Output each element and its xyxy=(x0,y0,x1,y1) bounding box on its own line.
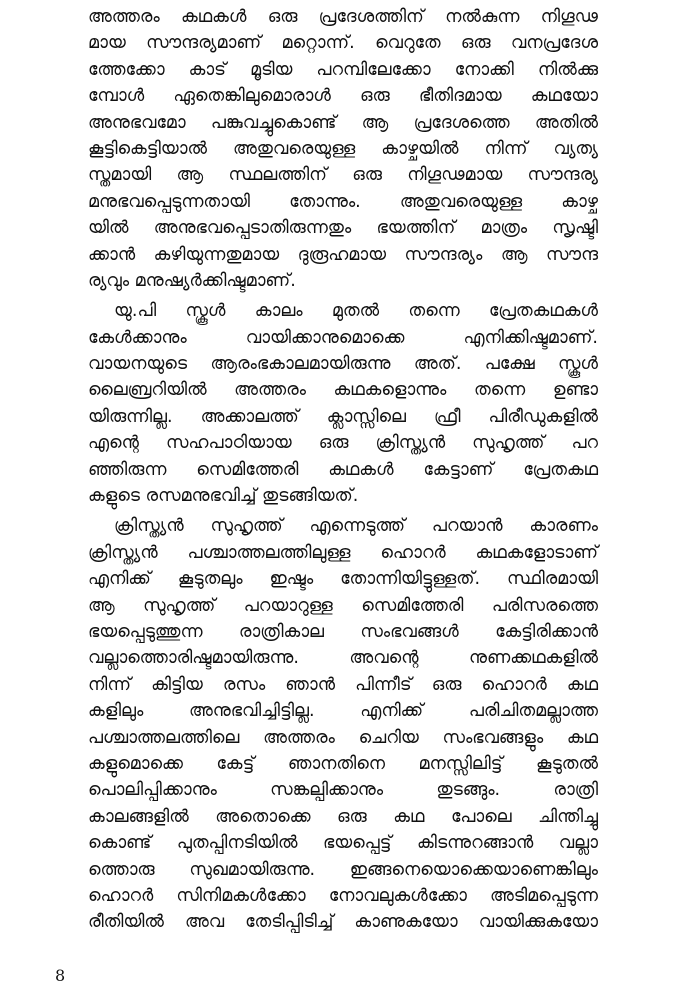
text-line: കളുടെ രസമനുഭവിച്ച് തുടങ്ങിയത്. xyxy=(88,486,359,507)
text-line: കൂട്ടികെട്ടിയാൽ അതുവരെയുള്ള കാഴ്ചയിൽ നിന്ന് വ്യത്യ xyxy=(88,138,598,159)
text-line: സ്തമായി ആ സ്ഥലത്തിന് ഒരു നിഗൂഢമായ സൗന്ദര്യ xyxy=(88,165,598,186)
text-line: മനുഭവപ്പെടുന്നതായി തോന്നും. അതുവരെയുള്ള കാഴ്ച xyxy=(88,191,598,212)
text-line: കേൾക്കാനും വായിക്കാനുമൊക്കെ എനിക്കിഷ്ടമാണ്. xyxy=(88,327,598,348)
text-line: ഭയപ്പെടുത്തുന്ന രാത്രികാല സംഭവങ്ങൾ കേട്ടിരിക്കാൻ xyxy=(88,621,598,642)
text-line: ര്യവും മനുഷ്യർക്കിഷ്ടമാണ്. xyxy=(88,270,296,291)
text-line: അനുഭവമോ പങ്കുവച്ചുകൊണ്ട് ആ പ്രദേശത്തെ അതിൽ xyxy=(88,112,598,133)
text-line: മ്പോൾ ഏതെങ്കിലുമൊരാൾ ഒരു ഭീതിദമായ കഥയോ xyxy=(88,86,598,107)
text-line: യിൽ അനുഭവപ്പെടാതിരുന്നതും ഭയത്തിന് മാത്രം സൃഷ്ടി xyxy=(88,218,598,239)
text-line: പൊലിപ്പിക്കാനും സങ്കല്പിക്കാനും തുടങ്ങും. രാത്രി xyxy=(88,780,598,801)
paragraph-3 xyxy=(88,513,598,935)
text-line: എനിക്ക് കൂടുതലും ഇഷ്ടം തോന്നിയിട്ടുള്ളത്. സ്ഥിരമായി xyxy=(88,569,598,590)
text-line: ക്കാൻ കഴിയുന്നതുമായ ദുരൂഹമായ സൗന്ദര്യം ആ സൗന്ദ xyxy=(88,244,598,265)
text-line: അത്തരം കഥകൾ ഒരു പ്രദേശത്തിന് നൽകുന്ന നിഗൂഢ xyxy=(88,7,598,27)
text-line: ആ സുഹൃത്ത് പറയാറുള്ള സെമിത്തേരി പരിസരത്തെ xyxy=(88,595,598,616)
text-line: ഞ്ഞിരുന്ന സെമിത്തേരി കഥകൾ കേട്ടാണ് പ്രേതകഥ xyxy=(88,459,598,480)
text-line: ലൈബ്രറിയിൽ അത്തരം കഥകളൊന്നും തന്നെ ഉണ്ടാ xyxy=(88,380,598,401)
text-line: വല്ലാത്തൊരിഷ്ടമായിരുന്നു. അവന്റെ നുണക്കഥകളിൽ xyxy=(88,648,598,669)
paragraph-1 xyxy=(88,4,598,294)
text-line: വായനയുടെ ആരംഭകാലമായിരുന്നു അത്. പക്ഷേ സ്കൂൾ xyxy=(88,354,598,375)
text-line: കളിലും അനുഭവിച്ചിട്ടില്ല. എനിക്ക് പരിചിതമല്ലാത്ത xyxy=(88,701,598,722)
text-line: ഹൊറർ സിനിമകൾക്കോ നോവലുകൾക്കോ അടിമപ്പെടുന്ന xyxy=(88,885,598,906)
text-line: കൊണ്ട് പുതപ്പിനടിയിൽ ഭയപ്പെട്ട് കിടന്നുറങ്ങാൻ വല്ലാ xyxy=(88,833,598,854)
page-number: 8 xyxy=(55,966,66,985)
text-line: യിരുന്നില്ല. അക്കാലത്ത് ക്ലാസ്സിലെ ഫ്രീ പിരീഡുകളിൽ xyxy=(88,406,598,427)
text-line: ക്രിസ്ത്യൻ പശ്ചാത്തലത്തിലുള്ള ഹൊറർ കഥകളോടാണ് xyxy=(88,542,598,563)
text-line: രീതിയിൽ അവ തേടിപ്പിടിച്ച് കാണുകയോ വായിക്കുകയോ xyxy=(88,912,598,933)
body-text xyxy=(88,4,598,940)
text-line: കാലങ്ങളിൽ അതൊക്കെ ഒരു കഥ പോലെ ചിന്തിച്ചു xyxy=(88,806,598,827)
text-line: ക്രിസ്ത്യൻ സുഹൃത്ത് എന്നെടുത്ത് പറയാൻ കാരണം xyxy=(114,516,598,537)
text-line: മായ സൗന്ദര്യമാണ് മറ്റൊന്ന്. വെറുതേ ഒരു വനപ്രദേശ xyxy=(88,33,598,54)
text-line: എന്റെ സഹപാഠിയായ ഒരു ക്രിസ്ത്യൻ സുഹൃത്ത് പറ xyxy=(88,433,598,454)
text-line: യു.പി സ്കൂൾ കാലം മുതൽ തന്നെ പ്രേതകഥകൾ xyxy=(114,301,598,322)
text-line: ത്തേക്കോ കാട് മൂടിയ പറമ്പിലേക്കോ നോക്കി നിൽക്കു xyxy=(88,59,598,80)
text-line: കളുമൊക്കെ കേട്ട് ഞാനതിനെ മനസ്സിലിട്ട് കൂടുതൽ xyxy=(88,753,598,774)
text-line: പശ്ചാത്തലത്തിലെ അത്തരം ചെറിയ സംഭവങ്ങളും കഥ xyxy=(88,727,598,748)
text-line: നിന്ന് കിട്ടിയ രസം ഞാൻ പിന്നീട് ഒരു ഹൊറർ കഥ xyxy=(88,674,598,695)
text-line: ത്തൊരു സുഖമായിരുന്നു. ഇങ്ങനെയൊക്കെയാണെങ്കിലും xyxy=(88,859,598,880)
paragraph-2 xyxy=(88,298,598,509)
